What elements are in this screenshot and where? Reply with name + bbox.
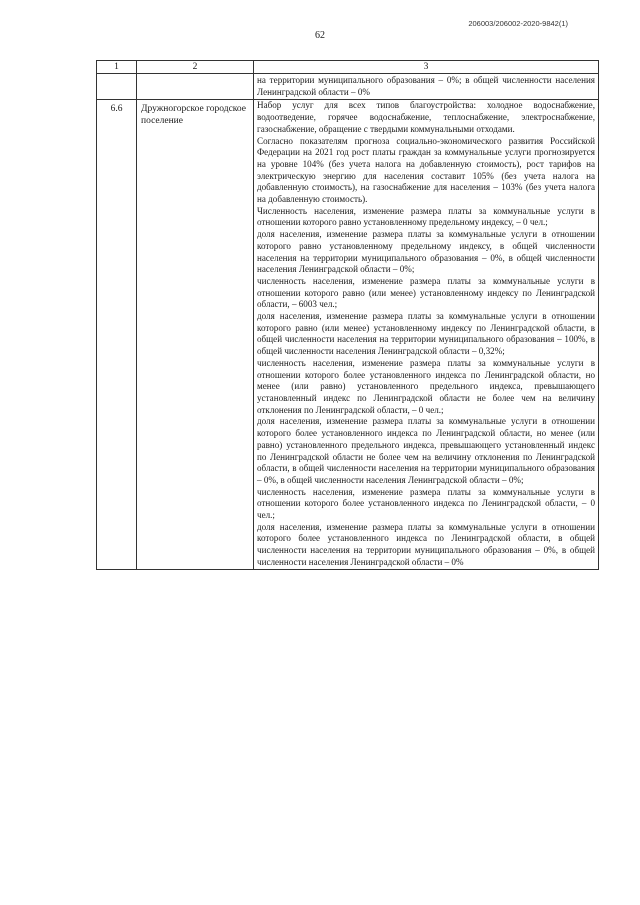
paragraph: доля населения, изменение размера платы за коммунальные услуги в отношении которого более установленного индекса по Ленинградской области, в общей численности населения на территории муниципального образования – 0%, в общей численности населения Ленинградской области – 0% bbox=[257, 521, 595, 567]
paragraph: доля населения, изменение размера платы за коммунальные услуги в отношении которого равно (или менее) установленному индексу по Ленинградской области, в общей численности населения на территории муниципального образования – 100%, в общей численности населения Ленинградской области – 0,32%; bbox=[257, 311, 595, 357]
paragraph: численность населения, изменение размера платы за коммунальные услуги в отношении которого более установленного индекса по Ленинградской области, – 0 чел.; bbox=[257, 486, 595, 521]
description-cell bbox=[254, 100, 599, 569]
continuation-text: на территории муниципального образования – 0%; в общей численности населения Ленинградской области – 0% bbox=[257, 75, 595, 97]
description-text bbox=[254, 100, 598, 568]
paragraph: Согласно показателям прогноза социально-экономического развития Российской Федерации на 2021 год рост платы граждан за коммунальные услуги прогнозируется на уровне 104% (без учета налога на добавленную стоимость), рост тарифов на электрическую энергию для населения составит 105% (без учета налога на добавленную стоимость), на газоснабжение для населения – 103% (без учета налога на добавленную стоимость). bbox=[257, 135, 595, 205]
row-number: 6.6 bbox=[110, 104, 123, 115]
paragraph: численность населения, изменение размера платы за коммунальные услуги в отношении которого равно (или менее) установленному индексу по Ленинградской области, – 6003 чел.; bbox=[257, 275, 595, 310]
paragraph: доля населения, изменение размера платы за коммунальные услуги в отношении которого равно установленному предельному индексу, в общей численности населения на территории муниципального образования – 0%, в общей численности населения Ленинградской области – 0%; bbox=[257, 229, 595, 275]
row-number-cell bbox=[97, 100, 137, 569]
column-header-2: 2 bbox=[137, 61, 254, 74]
document-id: 206003/206002-2020-9842(1) bbox=[468, 19, 568, 28]
paragraph: доля населения, изменение размера платы за коммунальные услуги в отношении которого более установленного индекса по Ленинградской области, но менее (или равно) установленного предельного индекса, превышающего установленный индекс по Ленинградской области не более чем на величину отклонения по Ленинградской области, в общей численности населения на территории муниципального образования – 0%, в общей численности населения Ленинградской области – 0%; bbox=[257, 416, 595, 485]
paragraph: численность населения, изменение размера платы за коммунальные услуги в отношении которого более установленного индекса по Ленинградской области, но менее (или равно) установленного предельного индекса, превышающего установленный индекс по Ленинградской области не более чем на величину отклонения по Ленинградской области, – 0 чел.; bbox=[257, 357, 595, 415]
settlement-cell bbox=[137, 100, 254, 569]
settlement-name: Дружногорское городское поселение bbox=[141, 104, 246, 127]
continuation-cell-3 bbox=[254, 74, 599, 100]
column-header-1: 1 bbox=[97, 61, 137, 74]
column-header-3: 3 bbox=[254, 61, 599, 74]
table-header-row bbox=[97, 61, 599, 74]
continuation-row bbox=[97, 74, 599, 100]
table-row bbox=[97, 100, 599, 569]
continuation-cell-2 bbox=[137, 74, 254, 100]
continuation-cell-1 bbox=[97, 74, 137, 100]
paragraph: Численность населения, изменение размера платы за коммунальные услуги в отношении которого равно установленному предельному индексу, – 0 чел.; bbox=[257, 205, 595, 228]
page-number: 62 bbox=[315, 30, 325, 41]
data-table bbox=[96, 60, 599, 570]
paragraph: Набор услуг для всех типов благоустройства: холодное водоснабжение, водоотведение, горячее водоснабжение, теплоснабжение, электроснабжение, газоснабжение, обращение с твердыми коммунальными отходами. bbox=[257, 100, 595, 134]
